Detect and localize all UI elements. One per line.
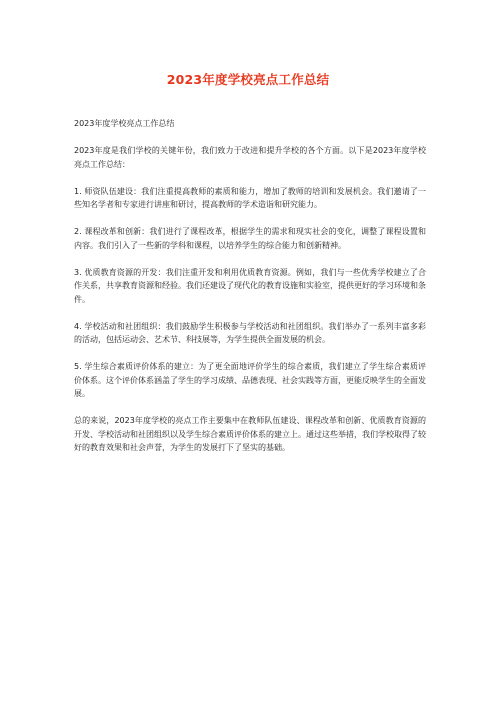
paragraph-intro: 2023年度是我们学校的关键年份，我们致力于改进和提升学校的各个方面。以下是2023年度学校亮点工作总结： [74,146,426,169]
paragraph-item-3: 3. 优质教育资源的开发：我们注重开发和利用优质教育资源。例如，我们与一些优秀学校建立了合作关系，共享教育资源和经验。我们还建设了现代化的教育设施和实验室，提供更好的学习环境和条件。 [74,267,426,304]
document-body [74,117,426,468]
document-title: 2023年度学校亮点工作总结 [166,72,330,87]
paragraph-item-5: 5. 学生综合素质评价体系的建立：为了更全面地评价学生的综合素质，我们建立了学生综合素质评价体系。这个评价体系涵盖了学生的学习成绩、品德表现、社会实践等方面，更能反映学生的全面发展。 [74,362,426,398]
paragraph-conclusion: 总的来说，2023年度学校的亮点工作主要集中在教师队伍建设、课程改革和创新、优质教育资源的开发、学校活动和社团组织以及学生综合素质评价体系的建立上。通过这些举措，我们学校取得了较好的教育效果和社会声誉，为学生的发展打下了坚实的基础。 [74,416,426,452]
document-subtitle: 2023年度学校亮点工作总结 [74,119,175,128]
paragraph-item-1: 1. 师资队伍建设：我们注重提高教师的素质和能力，增加了教师的培训和发展机会。我们邀请了一些知名学者和专家进行讲座和研讨，提高教师的学术造诣和研究能力。 [74,186,426,209]
paragraph-item-2: 2. 课程改革和创新：我们进行了课程改革，根据学生的需求和现实社会的变化，调整了课程设置和内容。我们引入了一些新的学科和课程，以培养学生的综合能力和创新精神。 [74,227,426,250]
paragraph-item-4: 4. 学校活动和社团组织：我们鼓励学生积极参与学校活动和社团组织。我们举办了一系列丰富多彩的活动，包括运动会、艺术节、科技展等，为学生提供全面发展的机会。 [74,321,426,344]
